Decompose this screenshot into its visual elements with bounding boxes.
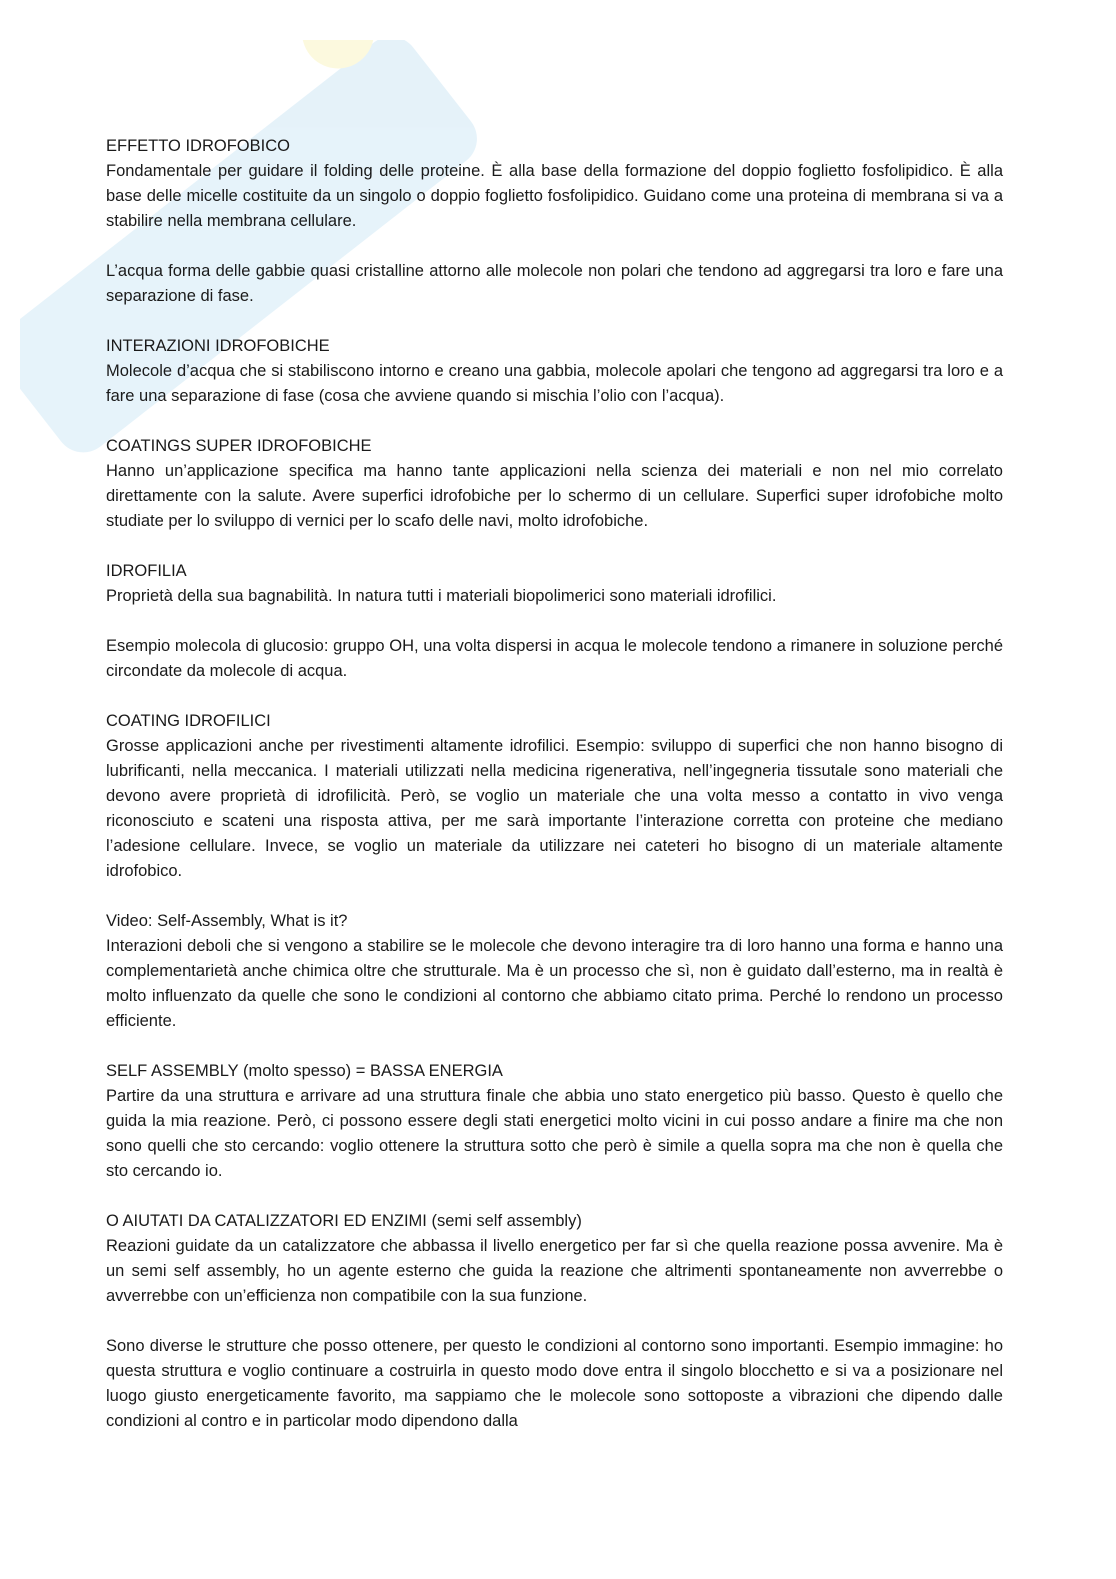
paragraph: Molecole d’acqua che si stabiliscono intorno e creano una gabbia, molecole apolari che tengono ad aggregarsi tra loro e a fare una separazione di fase (cosa che avviene quando si mischia l’olio con l’acqua). (106, 362, 1003, 405)
paragraph: Interazioni deboli che si vengono a stabilire se le molecole che devono interagire tra di loro hanno una forma e hanno una complementarietà anche chimica oltre che strutturale. Ma è un processo che sì, non è guidato dall’esterno, ma in realtà è molto influenzato da quelle che sono le condizioni al contorno che abbiamo citato prima. Perché lo rendono un processo efficiente. (106, 937, 1003, 1030)
section-coatings-super-idrofobiche (106, 434, 1003, 534)
document-page (106, 134, 1003, 1459)
section-glucosio (106, 634, 1003, 684)
paragraph: Partire da una struttura e arrivare ad una struttura finale che abbia uno stato energetico più basso. Questo è quello che guida la mia reazione. Però, ci possono essere degli stati energetici molto vicini in cui posso andare a finire ma che non sono quelli che sto cercando: voglio ottenere la struttura sotto che però è simile a quella sopra ma che non è quella che sto cercando io. (106, 1087, 1003, 1180)
paragraph: Hanno un’applicazione specifica ma hanno tante applicazioni nella scienza dei materiali e non nel mio correlato direttamente con la salute. Avere superfici idrofobiche per lo schermo di un cellulare. Superfici super idrofobiche molto studiate per lo sviluppo di vernici per lo scafo delle navi, molto idrofobiche. (106, 462, 1003, 530)
section-idrofilia (106, 559, 1003, 609)
section-heading: INTERAZIONI IDROFOBICHE (106, 337, 330, 355)
section-heading: IDROFILIA (106, 562, 187, 580)
section-interazioni-idrofobiche (106, 334, 1003, 409)
section-self-assembly-bassa-energia (106, 1059, 1003, 1184)
section-coating-idrofilici (106, 709, 1003, 884)
section-strutture-condizioni (106, 1334, 1003, 1434)
section-heading: SELF ASSEMBLY (molto spesso) = BASSA ENERGIA (106, 1062, 503, 1080)
paragraph: L’acqua forma delle gabbie quasi cristalline attorno alle molecole non polari che tendono ad aggregarsi tra loro e fare una separazione di fase. (106, 262, 1003, 305)
section-catalizzatori-enzimi (106, 1209, 1003, 1309)
section-video-self-assembly (106, 909, 1003, 1034)
paragraph: Sono diverse le strutture che posso ottenere, per questo le condizioni al contorno sono importanti. Esempio immagine: ho questa struttura e voglio continuare a costruirla in questo modo dove entra il singolo blocchetto e si va a posizionare nel luogo giusto energeticamente favorito, ma sappiamo che le molecole sono sottoposte a vibrazioni che dipendo dalle condizioni al contro e in particolar modo dipendono dalla (106, 1337, 1003, 1430)
section-heading: COATING IDROFILICI (106, 712, 271, 730)
section-acqua-gabbie (106, 259, 1003, 309)
section-heading: Video: Self-Assembly, What is it? (106, 912, 348, 930)
section-heading: O AIUTATI DA CATALIZZATORI ED ENZIMI (semi self assembly) (106, 1212, 582, 1230)
section-effetto-idrofobico (106, 134, 1003, 234)
paragraph: Reazioni guidate da un catalizzatore che abbassa il livello energetico per far sì che quella reazione possa avvenire. Ma è un semi self assembly, ho un agente esterno che guida la reazione che altrimenti spontaneamente non avverrebbe o avverrebbe con un’efficienza non compatibile con la sua funzione. (106, 1237, 1003, 1305)
paragraph: Fondamentale per guidare il folding delle proteine. È alla base della formazione del doppio foglietto fosfolipidico. È alla base delle micelle costituite da un singolo o doppio foglietto fosfolipidico. Guidano come una proteina di membrana si va a stabilire nella membrana cellulare. (106, 162, 1003, 230)
paragraph: Esempio molecola di glucosio: gruppo OH, una volta dispersi in acqua le molecole tendono a rimanere in soluzione perché circondate da molecole di acqua. (106, 637, 1003, 680)
paragraph: Grosse applicazioni anche per rivestimenti altamente idrofilici. Esempio: sviluppo di superfici che non hanno bisogno di lubrificanti, nella meccanica. I materiali utilizzati nella medicina rigenerativa, nell’ingegneria tissutale sono materiali che devono avere proprietà di idrofilicità. Però, se voglio un materiale che una volta messo a contatto in vivo venga riconosciuto e scateni una risposta attiva, per me sarà importante l’interazione corretta con proteine che mediano l’adesione cellulare. Invece, se voglio un materiale da utilizzare nei cateteri ho bisogno di un materiale altamente idrofobico. (106, 737, 1003, 880)
section-heading: COATINGS SUPER IDROFOBICHE (106, 437, 372, 455)
section-heading: EFFETTO IDROFOBICO (106, 137, 290, 155)
paragraph: Proprietà della sua bagnabilità. In natura tutti i materiali biopolimerici sono materiali idrofilici. (106, 587, 777, 605)
